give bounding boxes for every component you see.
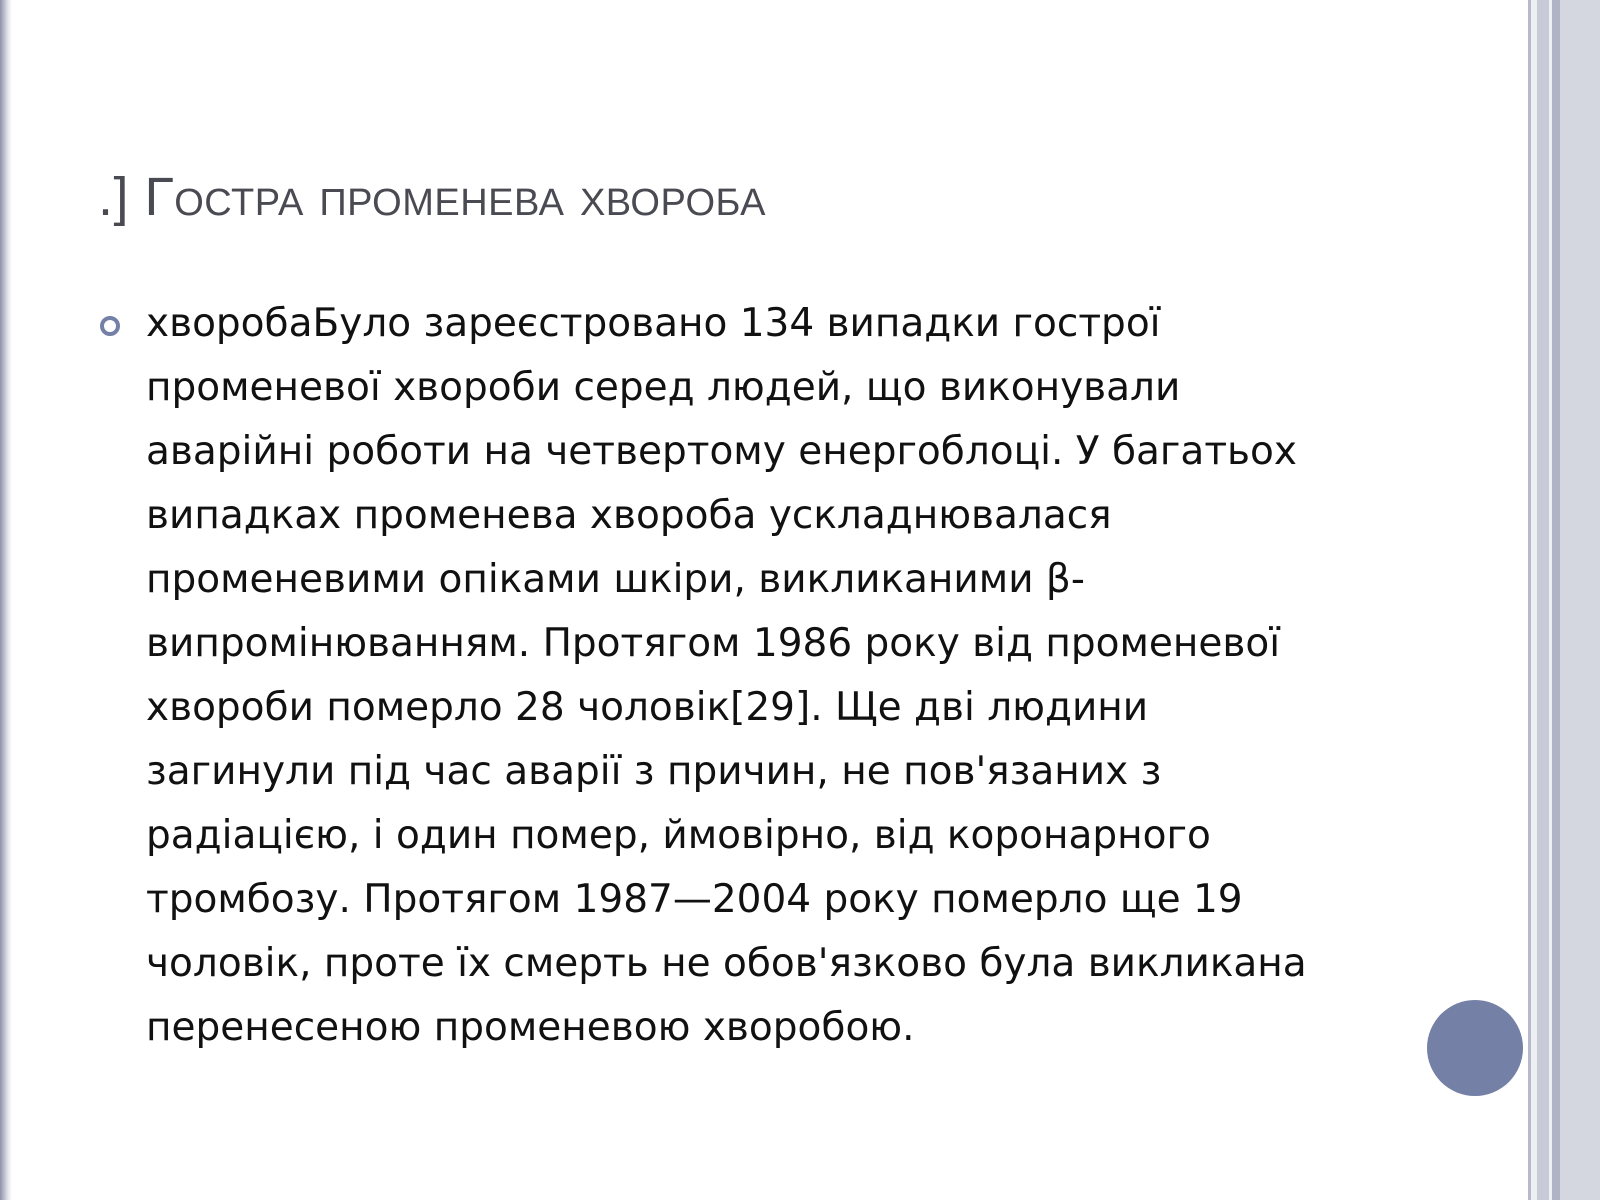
bullet-item (100, 292, 1360, 1060)
slide-title: .] Гостра променева хвороба (98, 167, 766, 227)
bullet-text: хворобаБуло зареєстровано 134 випадки гострої променевої хвороби серед людей, що виконували аварійні роботи на четвертому енергоблоці. У багатьох випадках променева хвороба ускладнювалася променевими опіками шкіри, викликаними β-випромінюванням. Протягом 1986 року від променевої хвороби померло 28 чоловік[29]. Ще дві людини загинули під час аварії з причин, не пов'язаних з радіацією, і один помер, ймовірно, від коронарного тромбозу. Протягом 1987—2004 року померло ще 19 чоловік, проте їх смерть не обов'язково була викликана перенесеною променевою хворобою. (146, 301, 1307, 1050)
stripe (1560, 0, 1600, 1200)
right-stripes-decoration (1528, 0, 1600, 1200)
bullet-circle-icon (100, 316, 120, 336)
left-border-decoration (0, 0, 12, 1200)
stripe (1552, 0, 1560, 1200)
slide-content (100, 292, 1360, 1060)
stripe (1537, 0, 1549, 1200)
decorative-circle-icon (1427, 1000, 1523, 1096)
